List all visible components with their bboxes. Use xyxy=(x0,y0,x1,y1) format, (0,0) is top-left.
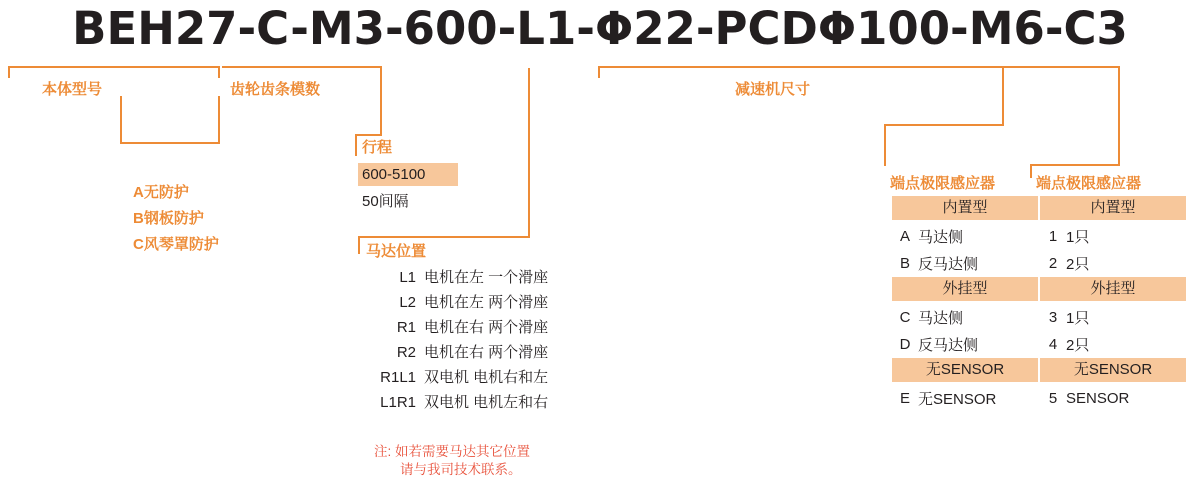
body-protection-options xyxy=(133,180,219,258)
sensor-code: 4 xyxy=(1048,336,1058,353)
sensor-code: C xyxy=(899,309,911,326)
motor-position-table xyxy=(368,266,548,416)
branch-line-sensorright-vertical xyxy=(1118,68,1120,166)
sensor-row xyxy=(1040,385,1186,412)
sensor-code: D xyxy=(899,336,911,353)
sensor-label: 无SENSOR xyxy=(918,391,997,408)
sensor-label: 反马达侧 xyxy=(918,337,979,354)
branch-line-body-horizontal xyxy=(120,142,220,144)
body-protection-option: C风琴罩防护 xyxy=(133,236,219,253)
sensor-row xyxy=(1040,304,1186,331)
motor-position-note-line2: 请与我司技术联系。 xyxy=(400,462,522,477)
sensor-row xyxy=(892,250,1038,277)
branch-line-motor-corner xyxy=(358,236,360,254)
label-endpoint-sensor-right: 端点极限感应器 xyxy=(1036,175,1142,192)
branch-line-sensorleft-vertical xyxy=(1002,68,1004,126)
motor-position-code: L2 xyxy=(399,294,416,311)
sensor-label: SENSOR xyxy=(1066,390,1130,407)
motor-position-row xyxy=(368,316,548,341)
stroke-range: 600-5100 xyxy=(362,166,426,183)
sensor-row xyxy=(892,385,1038,412)
sensor-row xyxy=(892,223,1038,250)
sensor-label: 反马达侧 xyxy=(918,256,979,273)
sensor-code: 2 xyxy=(1048,255,1058,272)
sensor-code: A xyxy=(899,228,910,245)
motor-position-code: L1 xyxy=(399,269,416,286)
leader-line-reducer xyxy=(598,66,1120,68)
sensor-row xyxy=(1040,250,1186,277)
label-motor-position: 马达位置 xyxy=(366,243,427,260)
sensor-right-table xyxy=(1040,196,1186,412)
sensor-group-title: 内置型 xyxy=(892,196,1038,220)
motor-position-note-line1: 注: 如若需要马达其它位置 xyxy=(374,444,531,459)
label-stroke: 行程 xyxy=(362,139,393,156)
branch-line-motor-horizontal xyxy=(358,236,530,238)
sensor-row xyxy=(892,331,1038,358)
branch-line-sensorleft-down xyxy=(884,124,886,166)
label-reducer-size: 减速机尺寸 xyxy=(735,81,811,98)
branch-line-body-down xyxy=(218,96,220,144)
sensor-label: 1只 xyxy=(1066,229,1090,246)
leader-tick-body-left xyxy=(8,66,10,78)
sensor-left-table xyxy=(892,196,1038,412)
branch-line-motor-vertical xyxy=(528,68,530,238)
sensor-code: E xyxy=(899,390,910,407)
stroke-interval: 50间隔 xyxy=(362,193,409,210)
label-rack-module: 齿轮齿条模数 xyxy=(230,81,321,98)
branch-line-body-vertical xyxy=(120,96,122,144)
motor-position-row xyxy=(368,391,548,416)
sensor-group-title: 无SENSOR xyxy=(892,358,1038,382)
sensor-label: 2只 xyxy=(1066,337,1090,354)
sensor-code: 1 xyxy=(1048,228,1058,245)
branch-line-sensorleft-horizontal xyxy=(884,124,1004,126)
label-body-model: 本体型号 xyxy=(42,81,103,98)
sensor-group-title: 内置型 xyxy=(1040,196,1186,220)
motor-position-desc: 双电机 电机左和右 xyxy=(424,394,549,411)
motor-position-row xyxy=(368,291,548,316)
leader-tick-body-right xyxy=(218,66,220,78)
sensor-group-title: 外挂型 xyxy=(1040,277,1186,301)
motor-position-row xyxy=(368,266,548,291)
motor-position-desc: 电机在左 两个滑座 xyxy=(424,294,549,311)
sensor-code: 3 xyxy=(1048,309,1058,326)
motor-position-desc: 电机在右 两个滑座 xyxy=(424,344,549,361)
motor-position-desc: 电机在右 两个滑座 xyxy=(424,319,549,336)
sensor-code: B xyxy=(899,255,910,272)
branch-line-stroke-vertical xyxy=(380,78,382,136)
sensor-label: 2只 xyxy=(1066,256,1090,273)
motor-position-desc: 双电机 电机右和左 xyxy=(424,369,549,386)
motor-position-row xyxy=(368,341,548,366)
motor-position-code: R2 xyxy=(396,344,416,361)
sensor-row xyxy=(1040,331,1186,358)
motor-position-code: R1L1 xyxy=(380,369,416,386)
leader-tick-reducer-left xyxy=(598,66,600,78)
body-protection-option: A无防护 xyxy=(133,184,189,201)
body-protection-option: B钢板防护 xyxy=(133,210,204,227)
sensor-group-title: 外挂型 xyxy=(892,277,1038,301)
sensor-row xyxy=(1040,223,1186,250)
sensor-label: 马达侧 xyxy=(918,229,964,246)
leader-line-body-model xyxy=(8,66,220,68)
motor-position-desc: 电机在左 一个滑座 xyxy=(424,269,549,286)
motor-position-code: R1 xyxy=(396,319,416,336)
motor-position-code: L1R1 xyxy=(380,394,416,411)
page-title: BEH27-C-M3-600-L1-Φ22-PCDΦ100-M6-C3 xyxy=(72,2,1128,55)
sensor-code: 5 xyxy=(1048,390,1058,407)
sensor-group-title: 无SENSOR xyxy=(1040,358,1186,382)
branch-line-stroke-corner xyxy=(355,134,357,156)
branch-line-sensorright-down xyxy=(1030,164,1032,178)
sensor-label: 1只 xyxy=(1066,310,1090,327)
label-endpoint-sensor-left: 端点极限感应器 xyxy=(890,175,996,192)
branch-line-sensorright-horizontal xyxy=(1030,164,1120,166)
motor-position-row xyxy=(368,366,548,391)
leader-line-rack-module xyxy=(222,66,382,68)
sensor-label: 马达侧 xyxy=(918,310,964,327)
leader-tick-rack-right xyxy=(380,66,382,78)
sensor-row xyxy=(892,304,1038,331)
